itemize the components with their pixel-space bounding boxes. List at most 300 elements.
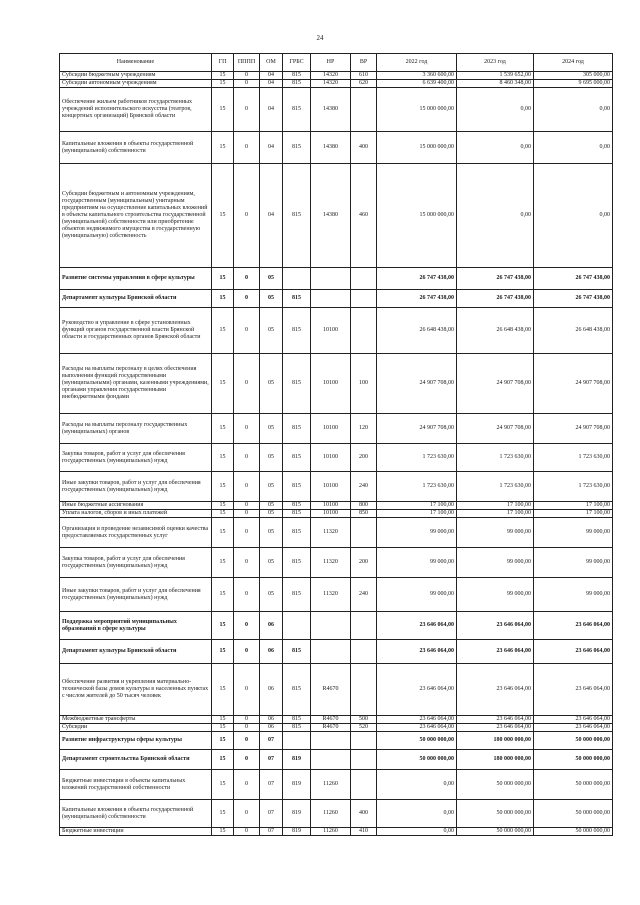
- cell-y2023: 99 000,00: [457, 548, 534, 578]
- cell-y2022: 23 646 064,00: [377, 612, 457, 640]
- cell-y2022: 26 648 438,00: [377, 308, 457, 354]
- cell-name: Поддержка мероприятий муниципальных образований в сфере культуры: [60, 612, 212, 640]
- cell-gp: 15: [212, 518, 234, 548]
- cell-y2022: 24 907 708,00: [377, 354, 457, 414]
- cell-y2024: 26 747 438,00: [534, 290, 613, 308]
- cell-y2023: 0,00: [457, 132, 534, 164]
- cell-y2024: 24 907 708,00: [534, 414, 613, 444]
- cell-pppp: 0: [234, 578, 260, 612]
- table-row: [60, 88, 613, 132]
- cell-pppp: 0: [234, 828, 260, 836]
- cell-y2023: 17 100,00: [457, 502, 534, 510]
- cell-vr: 100: [351, 354, 377, 414]
- table-row: [60, 472, 613, 502]
- cell-y2024: 17 100,00: [534, 510, 613, 518]
- cell-nr: [311, 612, 351, 640]
- table-row: [60, 132, 613, 164]
- cell-name: Субсидии: [60, 724, 212, 732]
- cell-vr: 520: [351, 724, 377, 732]
- cell-gp: 15: [212, 132, 234, 164]
- cell-y2024: 23 646 064,00: [534, 640, 613, 664]
- cell-y2024: 23 646 064,00: [534, 612, 613, 640]
- cell-pppp: 0: [234, 354, 260, 414]
- cell-gp: 15: [212, 164, 234, 268]
- cell-nr: 11260: [311, 800, 351, 828]
- cell-vr: [351, 750, 377, 770]
- cell-y2024: 99 000,00: [534, 578, 613, 612]
- cell-name: Закупка товаров, работ и услуг для обеспечения государственных (муниципальных) нужд: [60, 548, 212, 578]
- cell-name: Обеспечение развития и укрепления материально-технической базы домов культуры в населенных пунктах с числом жителей до 50 тысяч человек: [60, 664, 212, 716]
- table-row: [60, 664, 613, 716]
- cell-om: 04: [260, 88, 283, 132]
- header-om: ОМ: [260, 54, 283, 72]
- cell-vr: 850: [351, 510, 377, 518]
- cell-nr: [311, 732, 351, 750]
- cell-grbs: 819: [283, 750, 311, 770]
- cell-y2023: 26 747 438,00: [457, 268, 534, 290]
- cell-y2024: 17 100,00: [534, 502, 613, 510]
- header-y2024: 2024 год: [534, 54, 613, 72]
- cell-om: 06: [260, 612, 283, 640]
- cell-y2024: 99 000,00: [534, 518, 613, 548]
- cell-nr: 14380: [311, 132, 351, 164]
- cell-pppp: 0: [234, 268, 260, 290]
- cell-y2024: 24 907 708,00: [534, 354, 613, 414]
- cell-grbs: [283, 268, 311, 290]
- cell-vr: [351, 664, 377, 716]
- cell-y2022: 1 723 630,00: [377, 472, 457, 502]
- cell-y2023: 23 646 064,00: [457, 664, 534, 716]
- cell-gp: 15: [212, 750, 234, 770]
- header-y2022: 2022 год: [377, 54, 457, 72]
- cell-name: Департамент культуры Брянской области: [60, 640, 212, 664]
- table-row: [60, 444, 613, 472]
- header-nr: НР: [311, 54, 351, 72]
- table-row: [60, 716, 613, 724]
- table-row: [60, 578, 613, 612]
- cell-grbs: 819: [283, 828, 311, 836]
- cell-name: Капитальные вложения в объекты государственной (муниципальной) собственности: [60, 800, 212, 828]
- cell-gp: 15: [212, 290, 234, 308]
- header-grbs: ГРБС: [283, 54, 311, 72]
- table-row: [60, 640, 613, 664]
- cell-y2024: 1 723 630,00: [534, 472, 613, 502]
- cell-pppp: 0: [234, 72, 260, 80]
- cell-om: 05: [260, 444, 283, 472]
- cell-grbs: 815: [283, 472, 311, 502]
- table-row: [60, 414, 613, 444]
- table-row: [60, 290, 613, 308]
- cell-om: 06: [260, 640, 283, 664]
- table-row: [60, 548, 613, 578]
- cell-y2023: 24 907 708,00: [457, 354, 534, 414]
- cell-nr: 11260: [311, 770, 351, 800]
- cell-vr: 800: [351, 502, 377, 510]
- cell-y2023: 23 646 064,00: [457, 724, 534, 732]
- cell-pppp: 0: [234, 88, 260, 132]
- cell-om: 07: [260, 770, 283, 800]
- cell-y2024: 0,00: [534, 164, 613, 268]
- cell-vr: [351, 308, 377, 354]
- cell-pppp: 0: [234, 472, 260, 502]
- cell-gp: 15: [212, 354, 234, 414]
- table-row: [60, 612, 613, 640]
- cell-gp: 15: [212, 80, 234, 88]
- cell-y2022: 0,00: [377, 770, 457, 800]
- cell-y2022: 17 100,00: [377, 502, 457, 510]
- cell-om: 07: [260, 800, 283, 828]
- cell-nr: 10100: [311, 308, 351, 354]
- cell-vr: [351, 290, 377, 308]
- cell-name: Закупка товаров, работ и услуг для обеспечения государственных (муниципальных) нужд: [60, 444, 212, 472]
- cell-y2023: 1 539 652,00: [457, 72, 534, 80]
- cell-y2022: 0,00: [377, 800, 457, 828]
- cell-vr: [351, 640, 377, 664]
- cell-nr: 11320: [311, 578, 351, 612]
- cell-y2023: 23 646 064,00: [457, 716, 534, 724]
- cell-pppp: 0: [234, 132, 260, 164]
- cell-y2022: 23 646 064,00: [377, 716, 457, 724]
- cell-pppp: 0: [234, 640, 260, 664]
- cell-gp: 15: [212, 664, 234, 716]
- cell-grbs: 815: [283, 132, 311, 164]
- cell-y2023: 26 648 438,00: [457, 308, 534, 354]
- cell-grbs: 815: [283, 72, 311, 80]
- cell-om: 06: [260, 724, 283, 732]
- cell-pppp: 0: [234, 502, 260, 510]
- cell-grbs: 815: [283, 640, 311, 664]
- cell-y2024: 23 646 064,00: [534, 664, 613, 716]
- cell-nr: [311, 268, 351, 290]
- cell-name: Развитие инфраструктуры сферы культуры: [60, 732, 212, 750]
- table-row: [60, 750, 613, 770]
- cell-pppp: 0: [234, 308, 260, 354]
- cell-gp: 15: [212, 308, 234, 354]
- cell-name: Бюджетные инвестиции в объекты капитальных вложений государственной собственности: [60, 770, 212, 800]
- cell-y2024: 0,00: [534, 88, 613, 132]
- cell-nr: [311, 750, 351, 770]
- cell-y2023: 180 000 000,00: [457, 750, 534, 770]
- cell-y2024: 26 747 438,00: [534, 268, 613, 290]
- table-row: [60, 354, 613, 414]
- table-row: [60, 80, 613, 88]
- cell-pppp: 0: [234, 716, 260, 724]
- cell-vr: [351, 518, 377, 548]
- cell-grbs: 815: [283, 664, 311, 716]
- cell-gp: 15: [212, 612, 234, 640]
- cell-y2023: 26 747 438,00: [457, 290, 534, 308]
- cell-y2024: 9 695 000,00: [534, 80, 613, 88]
- cell-om: 07: [260, 828, 283, 836]
- cell-grbs: 815: [283, 164, 311, 268]
- cell-nr: 10100: [311, 502, 351, 510]
- cell-y2022: 26 747 438,00: [377, 290, 457, 308]
- cell-y2022: 6 639 400,00: [377, 80, 457, 88]
- cell-vr: 200: [351, 548, 377, 578]
- cell-y2023: 8 460 348,00: [457, 80, 534, 88]
- cell-y2022: 3 360 600,00: [377, 72, 457, 80]
- cell-nr: 14320: [311, 80, 351, 88]
- cell-y2023: 50 000 000,00: [457, 770, 534, 800]
- cell-vr: 240: [351, 472, 377, 502]
- cell-om: 05: [260, 354, 283, 414]
- cell-grbs: 815: [283, 444, 311, 472]
- cell-om: 05: [260, 268, 283, 290]
- cell-name: Субсидии бюджетным и автономным учреждениям, государственным (муниципальным) унитарным предприятиям на осуществление капитальных вложений в объекты капитального строительства государственной (муниципальной) собственности или приобретение объектов недвижимого имущества в государственную (муниципальную) собственность: [60, 164, 212, 268]
- cell-pppp: 0: [234, 510, 260, 518]
- cell-y2024: 50 000 000,00: [534, 800, 613, 828]
- cell-pppp: 0: [234, 518, 260, 548]
- cell-nr: [311, 290, 351, 308]
- cell-om: 06: [260, 664, 283, 716]
- table-row: [60, 724, 613, 732]
- cell-om: 07: [260, 750, 283, 770]
- cell-gp: 15: [212, 502, 234, 510]
- table-row: [60, 502, 613, 510]
- cell-nr: R4670: [311, 664, 351, 716]
- cell-nr: 11320: [311, 518, 351, 548]
- cell-y2022: 23 646 064,00: [377, 640, 457, 664]
- cell-gp: 15: [212, 770, 234, 800]
- cell-name: Иные закупки товаров, работ и услуг для обеспечения государственных (муниципальных) нужд: [60, 472, 212, 502]
- cell-nr: 11260: [311, 828, 351, 836]
- cell-grbs: 815: [283, 88, 311, 132]
- cell-y2022: 24 907 708,00: [377, 414, 457, 444]
- cell-om: 04: [260, 72, 283, 80]
- cell-y2023: 23 646 064,00: [457, 612, 534, 640]
- cell-y2024: 50 000 000,00: [534, 750, 613, 770]
- cell-y2023: 1 723 630,00: [457, 444, 534, 472]
- table-row: [60, 164, 613, 268]
- cell-vr: 400: [351, 800, 377, 828]
- cell-nr: R4670: [311, 724, 351, 732]
- table-row: [60, 770, 613, 800]
- table-row: [60, 72, 613, 80]
- cell-vr: 200: [351, 444, 377, 472]
- cell-vr: 240: [351, 578, 377, 612]
- cell-pppp: 0: [234, 80, 260, 88]
- cell-y2023: 0,00: [457, 88, 534, 132]
- cell-nr: 14320: [311, 72, 351, 80]
- cell-y2022: 17 100,00: [377, 510, 457, 518]
- cell-gp: 15: [212, 800, 234, 828]
- cell-grbs: 819: [283, 800, 311, 828]
- cell-nr: 14380: [311, 164, 351, 268]
- cell-grbs: [283, 732, 311, 750]
- cell-vr: [351, 770, 377, 800]
- cell-name: Расходы на выплаты персоналу в целях обеспечения выполнения функций государственными (муниципальными) органами, казенными учреждениями, органами управления государственными внебюджетными фондами: [60, 354, 212, 414]
- cell-name: Развитие системы управления в сфере культуры: [60, 268, 212, 290]
- cell-grbs: 815: [283, 510, 311, 518]
- cell-grbs: 815: [283, 578, 311, 612]
- cell-grbs: 815: [283, 716, 311, 724]
- cell-vr: [351, 88, 377, 132]
- cell-pppp: 0: [234, 164, 260, 268]
- cell-y2024: 26 648 438,00: [534, 308, 613, 354]
- cell-gp: 15: [212, 716, 234, 724]
- cell-om: 05: [260, 510, 283, 518]
- cell-nr: 10100: [311, 444, 351, 472]
- cell-gp: 15: [212, 72, 234, 80]
- cell-gp: 15: [212, 640, 234, 664]
- cell-pppp: 0: [234, 290, 260, 308]
- cell-gp: 15: [212, 88, 234, 132]
- cell-name: Иные закупки товаров, работ и услуг для обеспечения государственных (муниципальных) нужд: [60, 578, 212, 612]
- cell-y2023: 50 000 000,00: [457, 800, 534, 828]
- cell-om: 05: [260, 578, 283, 612]
- cell-pppp: 0: [234, 664, 260, 716]
- header-vr: ВР: [351, 54, 377, 72]
- cell-y2022: 99 000,00: [377, 578, 457, 612]
- table-header-row: [60, 54, 613, 72]
- cell-name: Департамент культуры Брянской области: [60, 290, 212, 308]
- cell-y2024: 1 723 630,00: [534, 444, 613, 472]
- cell-vr: 460: [351, 164, 377, 268]
- cell-pppp: 0: [234, 770, 260, 800]
- header-name: Наименование: [60, 54, 212, 72]
- cell-pppp: 0: [234, 414, 260, 444]
- cell-gp: 15: [212, 548, 234, 578]
- cell-name: Уплата налогов, сборов и иных платежей: [60, 510, 212, 518]
- table-row: [60, 510, 613, 518]
- cell-y2024: 99 000,00: [534, 548, 613, 578]
- cell-y2024: 23 646 064,00: [534, 716, 613, 724]
- cell-pppp: 0: [234, 724, 260, 732]
- cell-grbs: 815: [283, 308, 311, 354]
- cell-gp: 15: [212, 724, 234, 732]
- cell-vr: 120: [351, 414, 377, 444]
- cell-grbs: 815: [283, 518, 311, 548]
- table-row: [60, 308, 613, 354]
- cell-gp: 15: [212, 578, 234, 612]
- cell-y2023: 0,00: [457, 164, 534, 268]
- cell-vr: [351, 732, 377, 750]
- cell-vr: [351, 612, 377, 640]
- cell-om: 05: [260, 518, 283, 548]
- cell-pppp: 0: [234, 548, 260, 578]
- cell-y2022: 99 000,00: [377, 548, 457, 578]
- cell-grbs: 815: [283, 724, 311, 732]
- cell-name: Расходы на выплаты персоналу государственных (муниципальных) органов: [60, 414, 212, 444]
- cell-om: 06: [260, 716, 283, 724]
- cell-y2023: 17 100,00: [457, 510, 534, 518]
- cell-y2022: 1 723 630,00: [377, 444, 457, 472]
- cell-grbs: 815: [283, 290, 311, 308]
- cell-y2024: 50 000 000,00: [534, 770, 613, 800]
- cell-y2022: 23 646 064,00: [377, 664, 457, 716]
- cell-om: 05: [260, 308, 283, 354]
- cell-y2024: 50 000 000,00: [534, 828, 613, 836]
- cell-pppp: 0: [234, 444, 260, 472]
- cell-vr: 410: [351, 828, 377, 836]
- cell-y2023: 24 907 708,00: [457, 414, 534, 444]
- cell-om: 04: [260, 80, 283, 88]
- cell-vr: 620: [351, 80, 377, 88]
- cell-nr: 14380: [311, 88, 351, 132]
- budget-table: [59, 53, 613, 836]
- cell-y2024: 23 646 064,00: [534, 724, 613, 732]
- cell-vr: 400: [351, 132, 377, 164]
- cell-pppp: 0: [234, 750, 260, 770]
- header-pppp: ПППП: [234, 54, 260, 72]
- cell-nr: 10100: [311, 472, 351, 502]
- cell-vr: 610: [351, 72, 377, 80]
- cell-om: 05: [260, 472, 283, 502]
- cell-y2023: 50 000 000,00: [457, 828, 534, 836]
- table-row: [60, 732, 613, 750]
- cell-pppp: 0: [234, 612, 260, 640]
- cell-vr: 500: [351, 716, 377, 724]
- cell-grbs: 815: [283, 80, 311, 88]
- cell-y2022: 23 646 064,00: [377, 724, 457, 732]
- cell-y2022: 26 747 438,00: [377, 268, 457, 290]
- header-y2023: 2023 год: [457, 54, 534, 72]
- cell-grbs: 815: [283, 354, 311, 414]
- cell-om: 04: [260, 132, 283, 164]
- table-row: [60, 518, 613, 548]
- cell-name: Капитальные вложения в объекты государственной (муниципальной) собственности: [60, 132, 212, 164]
- cell-grbs: [283, 612, 311, 640]
- cell-name: Иные бюджетные ассигнования: [60, 502, 212, 510]
- cell-pppp: 0: [234, 800, 260, 828]
- cell-om: 07: [260, 732, 283, 750]
- cell-y2022: 99 000,00: [377, 518, 457, 548]
- cell-y2023: 23 646 064,00: [457, 640, 534, 664]
- cell-y2023: 99 000,00: [457, 518, 534, 548]
- cell-gp: 15: [212, 732, 234, 750]
- cell-om: 05: [260, 548, 283, 578]
- cell-y2022: 15 000 000,00: [377, 88, 457, 132]
- cell-nr: 11320: [311, 548, 351, 578]
- cell-y2023: 99 000,00: [457, 578, 534, 612]
- cell-name: Бюджетные инвестиции: [60, 828, 212, 836]
- cell-name: Обеспечение жильем работников государственных учреждений исполнительского искусства (театров, концертных организаций) Брянской области: [60, 88, 212, 132]
- cell-gp: 15: [212, 472, 234, 502]
- cell-gp: 15: [212, 828, 234, 836]
- cell-om: 05: [260, 290, 283, 308]
- cell-nr: 10100: [311, 414, 351, 444]
- cell-om: 05: [260, 414, 283, 444]
- cell-nr: 10100: [311, 354, 351, 414]
- cell-y2023: 1 723 630,00: [457, 472, 534, 502]
- cell-grbs: 815: [283, 548, 311, 578]
- cell-y2022: 15 000 000,00: [377, 164, 457, 268]
- cell-gp: 15: [212, 414, 234, 444]
- cell-gp: 15: [212, 268, 234, 290]
- cell-nr: R4670: [311, 716, 351, 724]
- cell-y2024: 0,00: [534, 132, 613, 164]
- header-gp: ГП: [212, 54, 234, 72]
- cell-name: Руководство и управление в сфере установленных функций органов государственной власти Брянской области и государственных органов Брянской области: [60, 308, 212, 354]
- table-row: [60, 828, 613, 836]
- cell-y2022: 50 000 000,00: [377, 732, 457, 750]
- table-row: [60, 268, 613, 290]
- cell-name: Межбюджетные трансферты: [60, 716, 212, 724]
- cell-om: 04: [260, 164, 283, 268]
- cell-y2024: 305 000,00: [534, 72, 613, 80]
- cell-y2022: 50 000 000,00: [377, 750, 457, 770]
- cell-y2023: 180 000 000,00: [457, 732, 534, 750]
- cell-grbs: 819: [283, 770, 311, 800]
- cell-name: Департамент строительства Брянской области: [60, 750, 212, 770]
- cell-grbs: 815: [283, 414, 311, 444]
- cell-name: Субсидии бюджетным учреждениям: [60, 72, 212, 80]
- cell-y2024: 50 000 000,00: [534, 732, 613, 750]
- cell-gp: 15: [212, 510, 234, 518]
- cell-name: Организация и проведение независимой оценки качества предоставляемых государственных услуг: [60, 518, 212, 548]
- cell-pppp: 0: [234, 732, 260, 750]
- cell-nr: 10100: [311, 510, 351, 518]
